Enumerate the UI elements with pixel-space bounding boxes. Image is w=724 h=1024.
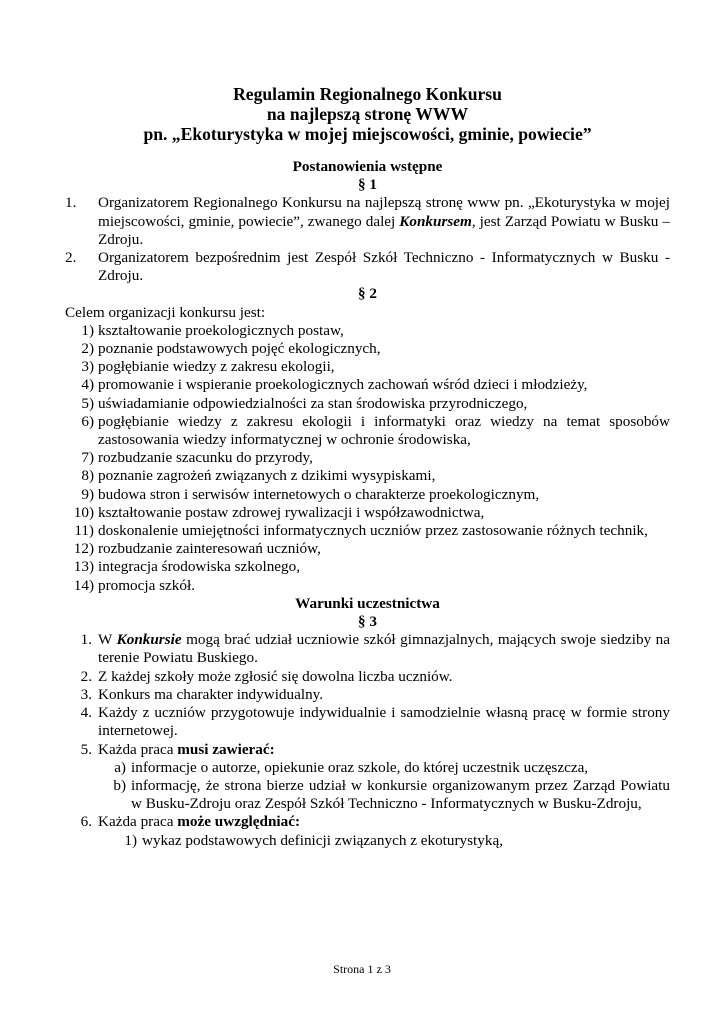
item-text: rozbudzanie szacunku do przyrody,	[98, 449, 313, 467]
item-number: 10)	[73, 503, 94, 521]
item-number: 5.	[80, 740, 92, 758]
section-heading-preliminary: Postanowienia wstępne	[292, 158, 443, 175]
sub-item-letter: a)	[114, 758, 126, 776]
list-item	[65, 558, 670, 576]
list-item	[65, 486, 670, 504]
sub-item-number: 1)	[124, 831, 137, 849]
item-text: pogłębianie wiedzy z zakresu ekologii,	[98, 358, 335, 376]
page-footer: Strona 1 z 3	[333, 962, 391, 976]
item-text: pogłębianie wiedzy z zakresu ekologii i informatyki oraz wiedzy na temat sposobów zastosowania wiedzy informatycznej w ochronie środowiska,	[98, 412, 670, 449]
item-number: 6)	[81, 412, 94, 430]
item-number: 1)	[81, 321, 94, 339]
sub-list-item	[65, 759, 670, 777]
list-item	[65, 813, 670, 831]
item-number: 1.	[80, 631, 92, 649]
item-text: Każda praca może uwzględniać:	[98, 813, 301, 831]
list-item	[65, 741, 670, 759]
sub-item-letter: b)	[113, 776, 126, 794]
list-item	[65, 577, 670, 595]
paragraph-mark-2: § 2	[358, 285, 377, 303]
title-line-2: na najlepszą stronę WWW	[266, 104, 469, 124]
list-item	[65, 540, 670, 558]
list-item	[65, 504, 670, 522]
title-line-1: Regulamin Regionalnego Konkursu	[233, 84, 502, 104]
item-text: integracja środowiska szkolnego,	[98, 558, 301, 576]
section-heading-participation: Warunki uczestnictwa	[295, 594, 440, 612]
paragraph-mark-3: § 3	[358, 613, 377, 631]
list-item	[65, 631, 670, 667]
list-item	[65, 668, 670, 686]
sub-list-item	[65, 777, 670, 813]
item-number: 3.	[80, 685, 92, 703]
item-text: budowa stron i serwisów internetowych o charakterze proekologicznym,	[98, 485, 540, 503]
sub-list-item	[65, 832, 670, 850]
sub-item-text: informacje o autorze, opiekunie oraz szkole, do której uczestnik uczęszcza,	[131, 758, 589, 776]
section-intro: Celem organizacji konkursu jest:	[65, 303, 266, 321]
item-text: Każdy z uczniów przygotowuje indywidualnie i samodzielnie własną pracę w formie strony internetowej.	[98, 704, 670, 740]
goals-list	[65, 322, 670, 595]
item-number: 7)	[81, 449, 94, 467]
list-item	[65, 704, 670, 740]
item-number: 2.	[80, 667, 92, 685]
item-number: 2.	[65, 249, 77, 267]
item-text: poznanie zagrożeń związanych z dzikimi wysypiskami,	[98, 467, 436, 485]
item-text: poznanie podstawowych pojęć ekologicznych,	[98, 340, 381, 358]
document-page	[65, 84, 670, 850]
item-text: Organizatorem Regionalnego Konkursu na najlepszą stronę www pn. „Ekoturystyka w mojej miejscowości, gminie, powiecie”, zwanego dalej Konkursem, jest Zarząd Powiatu w Busku – Zdroju.	[98, 194, 670, 248]
item-number: 12)	[73, 540, 94, 558]
list-item	[65, 413, 670, 449]
list-item	[65, 376, 670, 394]
list-item	[65, 686, 670, 704]
item-text: rozbudzanie zainteresowań uczniów,	[98, 540, 321, 558]
item-number: 3)	[81, 358, 94, 376]
list-item	[65, 522, 670, 540]
item-text: Organizatorem bezpośrednim jest Zespół Szkół Techniczno - Informatycznych w Busku - Zdroju.	[98, 249, 670, 285]
item-number: 4.	[80, 704, 92, 722]
item-text: promowanie i wspieranie proekologicznych zachowań wśród dzieci i młodzieży,	[98, 376, 588, 394]
item-text: kształtowanie postaw zdrowej rywalizacji i współzawodnictwa,	[98, 503, 485, 521]
item-number: 1.	[65, 194, 77, 212]
sub-item-text: wykaz podstawowych definicji związanych z ekoturystyką,	[142, 831, 503, 849]
item-text: Konkurs ma charakter indywidualny.	[98, 685, 324, 703]
item-number: 4)	[81, 376, 94, 394]
list-item	[65, 449, 670, 467]
sub-item-text: informację, że strona bierze udział w konkursie organizowanym przez Zarząd Powiatu w Busku-Zdroju oraz Zespół Szkół Techniczno - Informatycznych w Busku-Zdroju,	[131, 776, 670, 813]
list-item	[65, 340, 670, 358]
paragraph-mark-1: § 1	[358, 176, 377, 194]
item-number: 11)	[74, 522, 94, 540]
list-item	[65, 194, 670, 249]
list-item	[65, 395, 670, 413]
item-text: uświadamianie odpowiedzialności za stan środowiska przyrodniczego,	[98, 394, 528, 412]
list-item	[65, 358, 670, 376]
item-number: 14)	[73, 576, 94, 594]
item-number: 5)	[81, 394, 94, 412]
document-title	[65, 84, 670, 144]
item-text: kształtowanie proekologicznych postaw,	[98, 321, 344, 339]
item-text: Każda praca musi zawierać:	[98, 740, 275, 758]
title-line-3: pn. „Ekoturystyka w mojej miejscowości, gminie, powiecie”	[143, 124, 592, 144]
item-number: 9)	[81, 485, 94, 503]
item-text: doskonalenie umiejętności informatycznych uczniów przez zastosowanie różnych technik,	[98, 522, 648, 540]
item-text: promocja szkół.	[98, 576, 196, 594]
item-number: 8)	[81, 467, 94, 485]
item-text: Z każdej szkoły może zgłosić się dowolna liczba uczniów.	[98, 667, 453, 685]
item-number: 2)	[81, 340, 94, 358]
list-item	[65, 249, 670, 285]
list-item	[65, 322, 670, 340]
item-number: 13)	[73, 558, 94, 576]
item-text: W Konkursie mogą brać udział uczniowie szkół gimnazjalnych, mających swoje siedziby na terenie Powiatu Buskiego.	[98, 631, 671, 667]
list-item	[65, 467, 670, 485]
item-number: 6.	[80, 813, 92, 831]
